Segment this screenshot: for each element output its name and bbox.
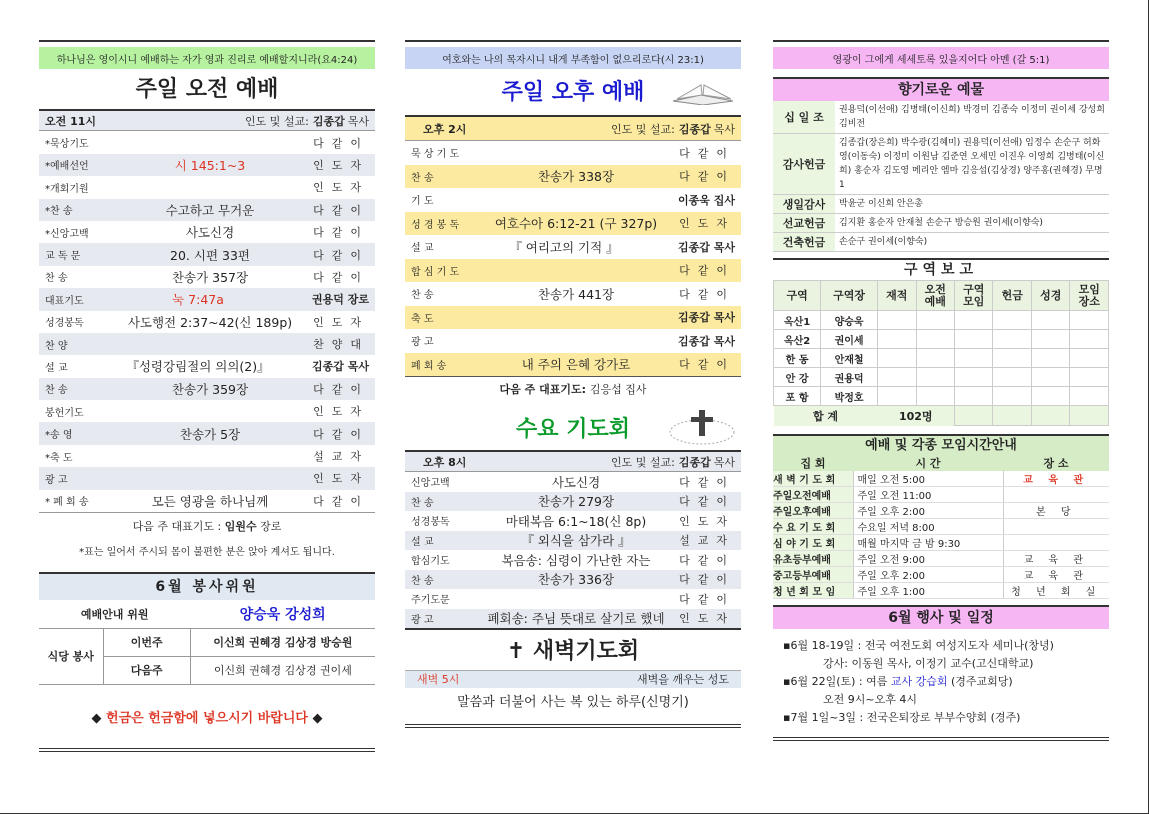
verse-banner: 하나님은 영이시니 예배하는 자가 영과 진리로 예배할지니라(요4:24): [39, 47, 375, 69]
order-row: [39, 266, 375, 288]
district-cell: [878, 387, 916, 406]
meeting-time: 주일 오후 1:00: [853, 583, 1003, 599]
wed-order-list: [405, 472, 741, 628]
order-item: 찬 송: [411, 497, 434, 509]
order-leader: 다같이: [679, 264, 735, 278]
district-cell: [878, 368, 916, 387]
order-item: 묵 상 기 도: [411, 149, 460, 161]
district-row: [774, 349, 1109, 368]
district-col-header: 오전 예배: [916, 281, 954, 311]
order-item: *송 영: [45, 430, 73, 442]
order-item: *신앙고백: [45, 228, 89, 240]
order-leader: 인도자: [679, 514, 735, 528]
meeting-place: 교 육 관: [1003, 551, 1109, 567]
meeting-name: 심 야 기 도 회: [773, 535, 853, 551]
district-col-header: 모임 장소: [1070, 281, 1109, 311]
order-row: [39, 355, 375, 377]
district-cell: [1031, 311, 1069, 330]
events-title: 6월 행사 및 일정: [773, 607, 1109, 629]
order-leader: 다같이: [313, 270, 369, 284]
district-cell: [1031, 368, 1069, 387]
district-title: 구역보고: [903, 262, 979, 278]
column-announcements: [773, 40, 1109, 741]
offering-names: 김지환 홍순자 안재철 손순구 방승원 권이세(이향숙): [839, 218, 1043, 228]
district-cell: [916, 311, 954, 330]
order-row: [39, 445, 375, 467]
order-row: [39, 221, 375, 243]
dawn-title: ✝ 새벽기도회: [506, 639, 640, 664]
order-item: * 폐 회 송: [45, 497, 89, 509]
district-cell: [1031, 387, 1069, 406]
order-leader: 인도자: [679, 612, 735, 626]
order-leader: 인도자: [313, 181, 369, 195]
order-row: [405, 141, 741, 165]
order-content: 찬송가 338장: [537, 169, 615, 185]
event-item: 오전 9시~오후 4시: [823, 693, 917, 706]
offering-notice: ◆ 헌금은 헌금함에 넣으시기 바랍니다 ◆: [91, 710, 323, 726]
meeting-name: 주일오후예배: [773, 503, 853, 519]
district-cell: [1070, 349, 1109, 368]
wed-header: 오후 8시 인도 및 설교: 김종갑 목사: [405, 450, 741, 472]
order-content: 찬송가 441장: [537, 286, 615, 302]
district-cell: [916, 349, 954, 368]
order-leader: 찬양대: [313, 338, 369, 352]
order-list: [39, 131, 375, 512]
meeting-name: 수 요 기 도 회: [773, 519, 853, 535]
district-leader: 박정호: [821, 387, 878, 406]
order-content: 마태복음 6:1~18(신 8p): [505, 513, 647, 529]
order-leader: 다같이: [679, 358, 735, 372]
order-leader: 다같이: [313, 494, 369, 508]
order-row: [405, 492, 741, 512]
order-row: [39, 490, 375, 512]
order-leader: 김종갑 목사: [678, 334, 735, 348]
meeting-time: 매월 마지막 금 밤 9:30: [853, 535, 1003, 551]
next-rep: 다음 주 대표기도: 김응섭 집사: [405, 376, 741, 402]
offering-type: 선교헌금: [773, 214, 835, 233]
district-leader: 권용덕: [821, 368, 878, 387]
dawn-sub: 말씀과 더불어 사는 복 있는 하루(신명기): [457, 695, 689, 710]
offering-row: [773, 233, 1109, 252]
order-item: 광 고: [45, 474, 68, 486]
order-content: 20. 시편 33편: [170, 247, 250, 263]
district-cell: [993, 368, 1031, 387]
offering-row: [773, 214, 1109, 233]
order-content: 사도행전 2:37~42(신 189p): [127, 314, 293, 330]
district-cell: [954, 368, 992, 387]
meeting-time: 주일 오후 2:00: [853, 567, 1003, 583]
meeting-name: 새 벽 기 도 회: [773, 471, 853, 487]
district-row: [774, 330, 1109, 349]
district-cell: [916, 387, 954, 406]
order-leader: 다같이: [679, 475, 735, 489]
district-cell: [878, 330, 916, 349]
offering-table: [773, 101, 1109, 252]
volunteer-title: 6월 봉사위원: [39, 574, 375, 600]
order-item: 찬 송: [45, 385, 68, 397]
order-leader: 다같이: [313, 382, 369, 396]
order-leader: 김종갑 목사: [312, 360, 369, 374]
order-item: 성경봉독: [411, 517, 450, 529]
next-rep: 다음 주 대표기도 : 임원수 장로: [39, 512, 375, 540]
order-content: 찬송가 336장: [537, 572, 615, 588]
meeting-place: [1003, 487, 1109, 503]
district-name: 안 강: [774, 368, 821, 387]
district-name: 옥산2: [774, 330, 821, 349]
meeting-place: 본 당: [1003, 503, 1109, 519]
meeting-time: 주일 오전 11:00: [853, 487, 1003, 503]
order-leader: 다같이: [679, 287, 735, 301]
order-leader: 인도자: [313, 315, 369, 329]
order-row: [39, 288, 375, 310]
order-row: [405, 306, 741, 330]
order-item: 설 교: [411, 536, 434, 548]
district-total-row: [774, 406, 1109, 426]
district-col-header: 구역 모임: [954, 281, 992, 311]
wed-title: 수요 기도회: [405, 402, 741, 450]
meeting-name: 청 년 회 모 임: [773, 583, 853, 599]
schedule-row: [773, 503, 1109, 519]
order-content: 찬송가 357장: [171, 269, 249, 285]
order-item: 봉헌기도: [45, 407, 84, 419]
order-item: 교 독 문: [45, 251, 81, 263]
meeting-name: 주일오전예배: [773, 487, 853, 503]
order-item: 찬 송: [411, 575, 434, 587]
order-item: 신앙고백: [411, 478, 450, 490]
column-morning-service: [39, 40, 375, 752]
order-leader: 다같이: [679, 573, 735, 587]
order-content: 모든 영광을 하나님께: [151, 493, 269, 509]
order-leader: 다같이: [313, 203, 369, 217]
order-content: 눅 7:47a: [172, 292, 224, 308]
event-item: 강사: 이동원 목사, 이정기 교수(고신대학교): [823, 657, 1034, 670]
order-row: [39, 311, 375, 333]
order-item: 찬 송: [411, 172, 434, 184]
verse-banner: 여호와는 나의 목자시니 내게 부족함이 없으리로다(시 23:1): [405, 47, 741, 69]
district-cell: [1031, 330, 1069, 349]
order-item: 성 경 봉 독: [411, 219, 460, 231]
order-item: 찬 양: [45, 340, 68, 352]
cross-icon: [667, 406, 737, 446]
district-cell: [954, 330, 992, 349]
offering-names: 권용덕(이선애) 김병태(이신희) 박경미 김종숙 이정미 권이세 강성희 김비전: [839, 105, 1105, 129]
order-item: 폐 회 송: [411, 360, 447, 372]
meeting-place: 교 육 관: [1003, 471, 1109, 487]
offering-type: 십 일 조: [773, 101, 835, 134]
offering-type: 건축헌금: [773, 233, 835, 252]
offering-names: 손순구 권이세(이향숙): [839, 237, 928, 247]
order-item: 축 도: [411, 313, 434, 325]
schedule-row: [773, 583, 1109, 599]
order-row: [405, 188, 741, 212]
order-leader: 다같이: [679, 592, 735, 606]
meeting-place: 교 육 관: [1003, 567, 1109, 583]
order-row: [405, 531, 741, 551]
offering-names: 김종갑(장은희) 박수광(김혜미) 권용덕(이선애) 임정수 손순구 허화영(이동숙) 이정미 이원남 김준연 오세민 이진우 이영희 김병태(이신희) 홍순자 김도영 메리안 엠마 김응섭(김상경) 양주홍(권혜경) 무명1: [839, 138, 1105, 190]
order-content: 폐회송: 주님 뜻대로 살기로 했네: [487, 611, 665, 627]
order-item: 광 고: [411, 337, 434, 349]
offering-row: [773, 134, 1109, 195]
page-title: 주일 오전 예배: [135, 76, 279, 102]
schedule-row: [773, 487, 1109, 503]
order-content: 『성령강림절의 의의(2)』: [126, 359, 270, 375]
district-cell: [1070, 311, 1109, 330]
order-leader: 설교자: [679, 534, 735, 548]
order-leader: 설교자: [313, 450, 369, 464]
offering-row: [773, 101, 1109, 134]
order-row: [39, 378, 375, 400]
order-content: 『 외식을 삼가라 』: [521, 533, 631, 549]
offering-title: 향기로운 예물: [773, 79, 1109, 101]
order-row: [39, 199, 375, 221]
order-row: [39, 176, 375, 198]
dawn-icon: ✝: [506, 639, 526, 664]
meeting-place: [1003, 519, 1109, 535]
order-row: [405, 212, 741, 236]
order-row: [39, 243, 375, 265]
district-total-label: 합 계: [812, 409, 839, 423]
order-item: 광 고: [411, 614, 434, 626]
district-total: 102명: [898, 409, 933, 423]
order-item: *예배선언: [45, 161, 89, 173]
schedule-row: [773, 519, 1109, 535]
district-row: [774, 311, 1109, 330]
order-item: 설 교: [45, 362, 68, 374]
note: *표는 일어서 주시되 몸이 불편한 분은 앉아 계셔도 됩니다.: [79, 547, 335, 559]
order-item: 주기도문: [411, 595, 450, 607]
meeting-time: 수요일 저녁 8:00: [853, 519, 1003, 535]
district-cell: [993, 387, 1031, 406]
district-cell: [954, 387, 992, 406]
order-row: [405, 353, 741, 377]
district-col-header: 성경: [1031, 281, 1069, 311]
volunteer-table: 예배안내 위원 양승욱 강성희 식당 봉사 이번주 이신희 권혜경 김상경 방승원 다음주 이신희 권혜경 김상경 권이세: [39, 600, 375, 685]
order-row: [39, 400, 375, 422]
meeting-time: 주일 오전 9:00: [853, 551, 1003, 567]
schedule-row: [773, 551, 1109, 567]
order-leader: 다같이: [679, 170, 735, 184]
district-cell: [993, 349, 1031, 368]
order-leader: 다같이: [313, 226, 369, 240]
schedule-row: [773, 535, 1109, 551]
order-content: 사도신경: [551, 474, 601, 490]
order-row: [405, 329, 741, 353]
meeting-place: [1003, 535, 1109, 551]
order-item: *축 도: [45, 452, 73, 464]
order-row: [405, 235, 741, 259]
district-cell: [878, 349, 916, 368]
district-leader: 권이세: [821, 330, 878, 349]
district-col-header: 구역: [774, 281, 821, 311]
schedule-table: [773, 471, 1109, 599]
district-cell: [916, 368, 954, 387]
district-name: 한 동: [774, 349, 821, 368]
order-row: [405, 472, 741, 492]
district-cell: [993, 330, 1031, 349]
district-cell: [1070, 368, 1109, 387]
offering-names: 박윤군 이신희 안은총: [839, 199, 923, 209]
order-item: 찬 송: [411, 290, 434, 302]
dawn-info: 새벽 5시 새벽을 깨우는 성도: [405, 670, 741, 688]
order-leader: 다같이: [313, 248, 369, 262]
schedule-row: [773, 567, 1109, 583]
order-row: [405, 550, 741, 570]
order-leader: 다같이: [679, 553, 735, 567]
order-item: 기 도: [411, 196, 434, 208]
order-leader: 다같이: [679, 146, 735, 160]
open-bible-icon: [671, 79, 735, 105]
order-content: 수고하고 무거운: [165, 202, 255, 218]
order-leader: 인도자: [313, 158, 369, 172]
order-row: [405, 589, 741, 609]
order-content: 사도신경: [185, 225, 235, 241]
order-leader: 다같이: [313, 427, 369, 441]
events-list: [773, 629, 1109, 735]
district-cell: [993, 311, 1031, 330]
district-col-header: 헌금: [993, 281, 1031, 311]
order-row: [405, 165, 741, 189]
order-row: [405, 511, 741, 531]
offering-type: 생일감사: [773, 195, 835, 214]
schedule-row: [773, 471, 1109, 487]
column-afternoon-service: [405, 40, 741, 728]
district-cell: [954, 311, 992, 330]
order-content: 찬송가 359장: [171, 381, 249, 397]
order-row: [405, 259, 741, 283]
schedule-title: 예배 및 각종 모임시간안내: [773, 436, 1109, 456]
district-col-header: 재적: [878, 281, 916, 311]
order-leader: 김종갑 목사: [678, 240, 735, 254]
district-col-header: 구역장: [821, 281, 878, 311]
order-content: 시 145:1~3: [174, 157, 246, 173]
order-row: [405, 570, 741, 590]
meeting-time: 주일 오후 2:00: [853, 503, 1003, 519]
offering-row: [773, 195, 1109, 214]
page-title: 주일 오후 예배: [405, 69, 741, 115]
order-item: 합심기도: [411, 556, 450, 568]
order-row: [405, 609, 741, 629]
offering-type: 감사헌금: [773, 134, 835, 195]
district-leader: 양승욱: [821, 311, 878, 330]
meeting-time: 매일 오전 5:00: [853, 471, 1003, 487]
order-row: [405, 282, 741, 306]
event-item: ▪6월 22일(토) : 여름 교사 강습회 (경주교회당): [783, 675, 1013, 688]
order-content: 『 여리고의 기적 』: [509, 239, 619, 255]
order-content: 복음송: 심령이 가난한 자는: [501, 552, 651, 568]
order-row: [39, 422, 375, 444]
service-header: 오후 2시 인도 및 설교: 김종갑 목사: [405, 115, 741, 141]
order-leader: 이종욱 집사: [678, 193, 735, 207]
district-leader: 안재철: [821, 349, 878, 368]
district-cell: [1031, 349, 1069, 368]
verse-banner: 영광이 그에게 세세토록 있을지어다 아멘 (갈 5:1): [773, 47, 1109, 69]
order-item: 합 심 기 도: [411, 266, 460, 278]
order-leader: 인도자: [313, 405, 369, 419]
district-name: 포 항: [774, 387, 821, 406]
meeting-place: 청 년 회 실: [1003, 583, 1109, 599]
district-row: [774, 368, 1109, 387]
order-leader: 권용덕 장로: [312, 293, 369, 307]
order-row: [39, 467, 375, 489]
district-name: 옥산1: [774, 311, 821, 330]
order-leader: 김종갑 목사: [678, 311, 735, 325]
event-item: ▪7월 1일~3일 : 전국은퇴장로 부부수양회 (경주): [783, 711, 1021, 724]
district-cell: [1070, 387, 1109, 406]
order-leader: 인도자: [679, 217, 735, 231]
order-item: 설 교: [411, 243, 434, 255]
district-row: [774, 387, 1109, 406]
order-row: [39, 333, 375, 355]
order-row: [39, 131, 375, 153]
meeting-name: 중고등부예배: [773, 567, 853, 583]
order-leader: 인도자: [313, 472, 369, 486]
order-item: *묵상기도: [45, 139, 89, 151]
order-item: 대표기도: [45, 295, 84, 307]
district-cell: [916, 330, 954, 349]
order-item: *찬 송: [45, 206, 73, 218]
order-content: 여호수아 6:12-21 (구 327p): [494, 216, 658, 232]
service-header: 오전 11시 인도 및 설교: 김종갑 목사: [39, 109, 375, 131]
district-cell: [878, 311, 916, 330]
order-content: 찬송가 5장: [179, 426, 241, 442]
district-cell: [954, 349, 992, 368]
meeting-name: 유초등부예배: [773, 551, 853, 567]
order-content: 내 주의 은혜 강가로: [521, 357, 631, 373]
order-leader: 다같이: [679, 495, 735, 509]
district-cell: [1070, 330, 1109, 349]
event-item: ▪6월 18-19일 : 전국 여전도회 여성지도자 세미나(창녕): [783, 639, 1054, 652]
order-content: 찬송가 279장: [537, 494, 615, 510]
order-item: 찬 송: [45, 273, 68, 285]
order-leader: 다같이: [313, 136, 369, 150]
schedule-header: 집 회 시 간 장 소: [773, 456, 1109, 471]
district-table: [773, 280, 1109, 426]
order-item: 성경봉독: [45, 318, 84, 330]
order-row: [39, 154, 375, 176]
order-item: *개회기원: [45, 183, 89, 195]
order-list: [405, 141, 741, 376]
